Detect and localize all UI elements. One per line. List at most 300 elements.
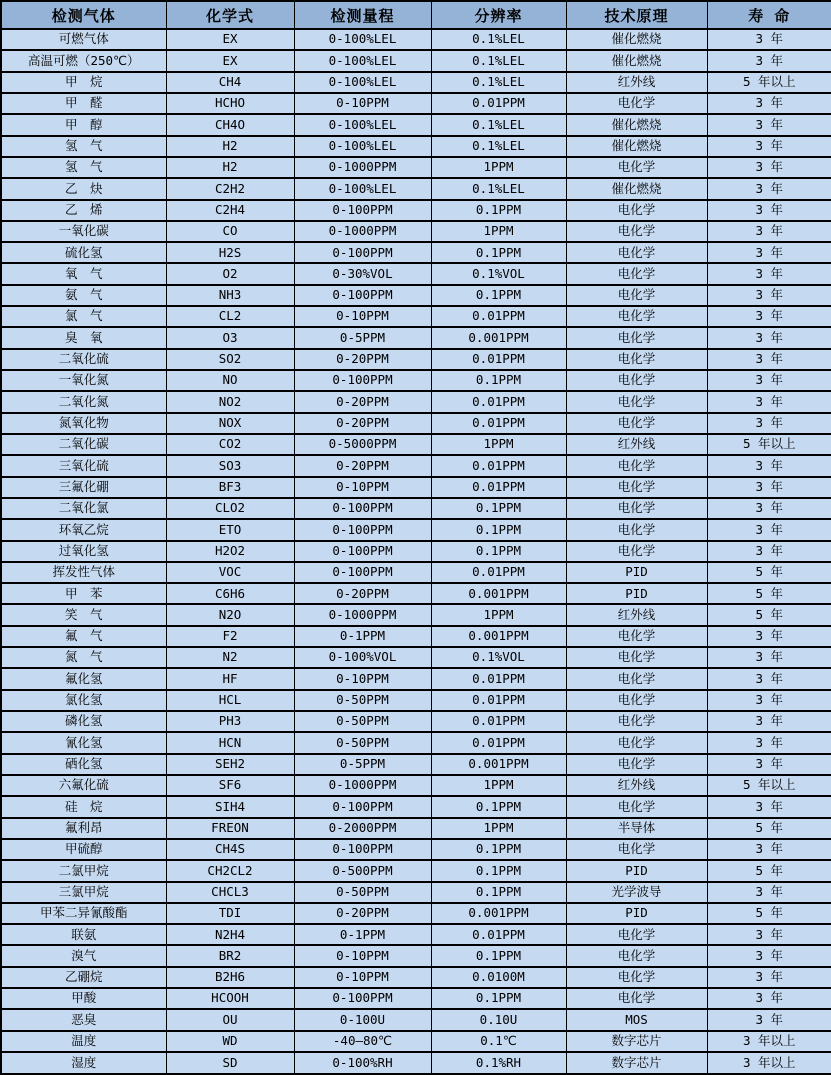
cell-gas: 甲 烷 [1,72,166,93]
cell-gas: 氟 气 [1,626,166,647]
cell-lifespan: 3 年 [707,839,831,860]
cell-range: 0-5PPM [294,754,431,775]
table-row [1,1031,831,1052]
table-row [1,945,831,966]
cell-range: 0-100PPM [294,285,431,306]
cell-formula: C2H4 [166,200,294,221]
column-header-formula: 化学式 [166,1,294,29]
cell-formula: H2 [166,157,294,178]
cell-lifespan: 3 年 [707,924,831,945]
column-header-gas: 检测气体 [1,1,166,29]
table-row [1,690,831,711]
cell-gas: 三氧化硫 [1,455,166,476]
cell-resolution: 0.01PPM [431,349,566,370]
cell-resolution: 0.01PPM [431,924,566,945]
cell-principle: 电化学 [566,924,707,945]
cell-resolution: 0.001PPM [431,327,566,348]
cell-lifespan: 5 年 [707,860,831,881]
cell-gas: 过氧化氢 [1,541,166,562]
cell-range: 0-100PPM [294,519,431,540]
cell-range: 0-100PPM [294,839,431,860]
cell-gas: 氧 气 [1,263,166,284]
cell-resolution: 1PPM [431,604,566,625]
cell-resolution: 0.1%LEL [431,114,566,135]
cell-resolution: 0.1%LEL [431,29,566,50]
cell-lifespan: 3 年 [707,391,831,412]
cell-principle: 电化学 [566,498,707,519]
cell-formula: C2H2 [166,178,294,199]
cell-range: 0-2000PPM [294,818,431,839]
cell-gas: 氟化氢 [1,668,166,689]
table-row [1,839,831,860]
cell-range: 0-1000PPM [294,775,431,796]
cell-resolution: 0.1PPM [431,200,566,221]
cell-principle: 红外线 [566,72,707,93]
cell-range: 0-100PPM [294,200,431,221]
cell-gas: 甲硫醇 [1,839,166,860]
cell-principle: 电化学 [566,519,707,540]
cell-lifespan: 3 年 [707,114,831,135]
cell-lifespan: 5 年以上 [707,775,831,796]
table-row [1,1009,831,1030]
table-row [1,903,831,924]
cell-formula: WD [166,1031,294,1052]
cell-formula: N2H4 [166,924,294,945]
cell-resolution: 0.01PPM [431,455,566,476]
cell-resolution: 0.1%LEL [431,72,566,93]
table-row [1,349,831,370]
cell-principle: 电化学 [566,93,707,114]
cell-range: 0-20PPM [294,455,431,476]
cell-formula: B2H6 [166,967,294,988]
cell-formula: TDI [166,903,294,924]
cell-gas: 乙硼烷 [1,967,166,988]
cell-formula: SEH2 [166,754,294,775]
cell-formula: NO [166,370,294,391]
cell-resolution: 0.1PPM [431,839,566,860]
cell-formula: CH2CL2 [166,860,294,881]
cell-formula: HCL [166,690,294,711]
cell-formula: NO2 [166,391,294,412]
column-header-principle: 技术原理 [566,1,707,29]
cell-range: 0-50PPM [294,690,431,711]
cell-principle: 电化学 [566,391,707,412]
table-row [1,498,831,519]
cell-principle: 电化学 [566,413,707,434]
cell-range: 0-100PPM [294,498,431,519]
table-body [1,29,831,1074]
cell-resolution: 0.001PPM [431,754,566,775]
table-row [1,413,831,434]
cell-gas: 湿度 [1,1052,166,1074]
table-row [1,136,831,157]
cell-range: 0-10PPM [294,93,431,114]
cell-range: 0-100%LEL [294,29,431,50]
cell-gas: 硫化氢 [1,242,166,263]
cell-principle: 电化学 [566,967,707,988]
cell-formula: CLO2 [166,498,294,519]
cell-gas: 一氧化氮 [1,370,166,391]
table-row [1,306,831,327]
cell-resolution: 0.1PPM [431,370,566,391]
table-row [1,604,831,625]
cell-gas: 联氨 [1,924,166,945]
cell-gas: 甲 苯 [1,583,166,604]
cell-formula: PH3 [166,711,294,732]
cell-formula: CH4O [166,114,294,135]
cell-gas: 二氯甲烷 [1,860,166,881]
cell-resolution: 0.01PPM [431,732,566,753]
cell-formula: N2 [166,647,294,668]
cell-formula: SO2 [166,349,294,370]
table-row [1,882,831,903]
cell-gas: 甲 醇 [1,114,166,135]
table-row [1,775,831,796]
cell-range: 0-1000PPM [294,221,431,242]
cell-gas: 环氧乙烷 [1,519,166,540]
cell-resolution: 0.001PPM [431,583,566,604]
cell-gas: 二氧化氯 [1,498,166,519]
cell-principle: 数字芯片 [566,1052,707,1074]
cell-formula: C6H6 [166,583,294,604]
cell-resolution: 0.1PPM [431,882,566,903]
cell-resolution: 1PPM [431,818,566,839]
cell-principle: 电化学 [566,200,707,221]
table-row [1,477,831,498]
cell-gas: 甲 醛 [1,93,166,114]
cell-lifespan: 5 年 [707,903,831,924]
cell-lifespan: 5 年 [707,818,831,839]
cell-principle: 光学波导 [566,882,707,903]
cell-resolution: 0.1%VOL [431,647,566,668]
table-row [1,114,831,135]
cell-lifespan: 3 年 [707,988,831,1009]
cell-gas: 挥发性气体 [1,562,166,583]
table-row [1,285,831,306]
cell-principle: 电化学 [566,839,707,860]
table-row [1,988,831,1009]
table-row [1,200,831,221]
cell-formula: SF6 [166,775,294,796]
cell-formula: H2O2 [166,541,294,562]
cell-resolution: 1PPM [431,434,566,455]
cell-formula: NOX [166,413,294,434]
cell-gas: 二氧化硫 [1,349,166,370]
cell-lifespan: 5 年 [707,583,831,604]
cell-range: 0-10PPM [294,477,431,498]
table-row [1,391,831,412]
table-row [1,562,831,583]
cell-resolution: 0.01PPM [431,562,566,583]
cell-principle: 半导体 [566,818,707,839]
cell-gas: 氮 气 [1,647,166,668]
cell-lifespan: 3 年以上 [707,1031,831,1052]
cell-resolution: 0.01PPM [431,306,566,327]
cell-formula: OU [166,1009,294,1030]
cell-principle: 红外线 [566,604,707,625]
cell-principle: 红外线 [566,434,707,455]
cell-gas: 氢 气 [1,157,166,178]
header-row [1,1,831,29]
cell-gas: 氯 气 [1,306,166,327]
cell-lifespan: 3 年 [707,242,831,263]
cell-resolution: 0.01PPM [431,477,566,498]
column-header-range: 检测量程 [294,1,431,29]
column-header-lifespan: 寿 命 [707,1,831,29]
cell-lifespan: 5 年以上 [707,434,831,455]
cell-resolution: 1PPM [431,775,566,796]
cell-resolution: 0.1PPM [431,945,566,966]
cell-principle: 电化学 [566,541,707,562]
table-row [1,796,831,817]
cell-range: 0-50PPM [294,882,431,903]
cell-gas: 氰化氢 [1,732,166,753]
table-row [1,263,831,284]
cell-lifespan: 3 年 [707,370,831,391]
table-row [1,668,831,689]
cell-principle: 电化学 [566,370,707,391]
cell-principle: 电化学 [566,945,707,966]
cell-gas: 磷化氢 [1,711,166,732]
cell-resolution: 0.1PPM [431,988,566,1009]
cell-formula: BR2 [166,945,294,966]
cell-formula: N2O [166,604,294,625]
cell-formula: CO [166,221,294,242]
cell-range: 0-1000PPM [294,157,431,178]
cell-formula: CO2 [166,434,294,455]
cell-formula: ETO [166,519,294,540]
cell-principle: 催化燃烧 [566,29,707,50]
cell-gas: 臭 氧 [1,327,166,348]
cell-gas: 乙 炔 [1,178,166,199]
cell-resolution: 0.01PPM [431,413,566,434]
cell-lifespan: 3 年 [707,349,831,370]
cell-formula: HCOOH [166,988,294,1009]
cell-principle: 催化燃烧 [566,50,707,71]
cell-range: -40—80℃ [294,1031,431,1052]
cell-lifespan: 3 年 [707,668,831,689]
table-row [1,732,831,753]
cell-range: 0-20PPM [294,583,431,604]
cell-principle: 电化学 [566,327,707,348]
cell-principle: 电化学 [566,626,707,647]
cell-formula: CH4 [166,72,294,93]
cell-principle: 催化燃烧 [566,114,707,135]
cell-lifespan: 3 年 [707,732,831,753]
cell-gas: 乙 烯 [1,200,166,221]
cell-lifespan: 3 年 [707,29,831,50]
table-row [1,327,831,348]
cell-resolution: 0.1℃ [431,1031,566,1052]
cell-gas: 可燃气体 [1,29,166,50]
cell-gas: 氢 气 [1,136,166,157]
cell-formula: EX [166,29,294,50]
cell-formula: HCHO [166,93,294,114]
cell-range: 0-100PPM [294,370,431,391]
table-row [1,178,831,199]
cell-lifespan: 3 年 [707,136,831,157]
cell-range: 0-100%LEL [294,114,431,135]
cell-principle: 数字芯片 [566,1031,707,1052]
table-row [1,242,831,263]
cell-resolution: 0.1PPM [431,796,566,817]
cell-principle: 电化学 [566,349,707,370]
cell-lifespan: 3 年 [707,519,831,540]
cell-range: 0-10PPM [294,945,431,966]
cell-range: 0-1PPM [294,626,431,647]
table-row [1,754,831,775]
cell-formula: FREON [166,818,294,839]
cell-lifespan: 3 年 [707,306,831,327]
cell-lifespan: 3 年 [707,498,831,519]
cell-resolution: 0.1%LEL [431,136,566,157]
cell-resolution: 0.1PPM [431,498,566,519]
cell-formula: CHCL3 [166,882,294,903]
table-row [1,541,831,562]
table-row [1,72,831,93]
cell-lifespan: 3 年 [707,541,831,562]
cell-principle: 电化学 [566,455,707,476]
cell-resolution: 0.1%VOL [431,263,566,284]
table-row [1,860,831,881]
table-row [1,50,831,71]
table-row [1,93,831,114]
cell-lifespan: 3 年 [707,178,831,199]
cell-range: 0-100PPM [294,988,431,1009]
cell-principle: 电化学 [566,732,707,753]
cell-range: 0-5000PPM [294,434,431,455]
cell-gas: 恶臭 [1,1009,166,1030]
cell-lifespan: 5 年 [707,604,831,625]
table-row [1,647,831,668]
table-row [1,434,831,455]
cell-principle: 催化燃烧 [566,136,707,157]
cell-principle: 电化学 [566,263,707,284]
cell-formula: O3 [166,327,294,348]
cell-principle: 电化学 [566,306,707,327]
table-row [1,221,831,242]
cell-gas: 高温可燃（250℃） [1,50,166,71]
cell-formula: VOC [166,562,294,583]
cell-lifespan: 3 年 [707,882,831,903]
cell-range: 0-100U [294,1009,431,1030]
cell-resolution: 0.10U [431,1009,566,1030]
cell-range: 0-30%VOL [294,263,431,284]
cell-range: 0-50PPM [294,711,431,732]
cell-principle: 电化学 [566,796,707,817]
cell-lifespan: 3 年以上 [707,1052,831,1074]
cell-lifespan: 3 年 [707,690,831,711]
cell-gas: 氟利昂 [1,818,166,839]
cell-principle: PID [566,562,707,583]
cell-resolution: 1PPM [431,221,566,242]
cell-formula: H2S [166,242,294,263]
cell-formula: HCN [166,732,294,753]
table-row [1,1052,831,1074]
cell-gas: 氯化氢 [1,690,166,711]
table-row [1,626,831,647]
cell-formula: SIH4 [166,796,294,817]
cell-lifespan: 3 年 [707,796,831,817]
cell-range: 0-500PPM [294,860,431,881]
cell-principle: 电化学 [566,242,707,263]
table-row [1,455,831,476]
cell-resolution: 0.001PPM [431,903,566,924]
cell-range: 0-100PPM [294,541,431,562]
cell-principle: MOS [566,1009,707,1030]
cell-range: 0-5PPM [294,327,431,348]
table-row [1,711,831,732]
cell-lifespan: 3 年 [707,754,831,775]
cell-formula: F2 [166,626,294,647]
cell-gas: 三氯甲烷 [1,882,166,903]
cell-resolution: 1PPM [431,157,566,178]
cell-resolution: 0.0100M [431,967,566,988]
cell-lifespan: 3 年 [707,945,831,966]
table-row [1,157,831,178]
cell-range: 0-100PPM [294,562,431,583]
cell-gas: 温度 [1,1031,166,1052]
cell-principle: 电化学 [566,157,707,178]
cell-lifespan: 3 年 [707,200,831,221]
cell-resolution: 0.1PPM [431,519,566,540]
cell-range: 0-100PPM [294,242,431,263]
cell-resolution: 0.01PPM [431,668,566,689]
cell-range: 0-10PPM [294,967,431,988]
column-header-resolution: 分辨率 [431,1,566,29]
table-row [1,818,831,839]
cell-principle: 电化学 [566,988,707,1009]
cell-resolution: 0.01PPM [431,93,566,114]
cell-formula: CH4S [166,839,294,860]
cell-lifespan: 3 年 [707,221,831,242]
table-row [1,29,831,50]
cell-principle: PID [566,583,707,604]
cell-range: 0-20PPM [294,349,431,370]
cell-lifespan: 3 年 [707,263,831,284]
cell-gas: 六氟化硫 [1,775,166,796]
table-row [1,583,831,604]
cell-gas: 溴气 [1,945,166,966]
cell-gas: 氨 气 [1,285,166,306]
cell-principle: 电化学 [566,668,707,689]
cell-lifespan: 5 年 [707,562,831,583]
cell-lifespan: 3 年 [707,455,831,476]
cell-principle: 电化学 [566,285,707,306]
cell-principle: 电化学 [566,690,707,711]
cell-formula: EX [166,50,294,71]
cell-resolution: 0.1%RH [431,1052,566,1074]
cell-lifespan: 3 年 [707,477,831,498]
cell-gas: 甲苯二异氰酸酯 [1,903,166,924]
cell-formula: HF [166,668,294,689]
cell-lifespan: 3 年 [707,285,831,306]
cell-lifespan: 3 年 [707,50,831,71]
cell-range: 0-10PPM [294,668,431,689]
cell-range: 0-100%RH [294,1052,431,1074]
cell-range: 0-50PPM [294,732,431,753]
cell-lifespan: 3 年 [707,967,831,988]
cell-resolution: 0.01PPM [431,711,566,732]
cell-formula: BF3 [166,477,294,498]
cell-principle: 红外线 [566,775,707,796]
cell-range: 0-100PPM [294,796,431,817]
cell-range: 0-100%LEL [294,136,431,157]
cell-range: 0-100%VOL [294,647,431,668]
cell-principle: 电化学 [566,647,707,668]
cell-lifespan: 3 年 [707,626,831,647]
cell-range: 0-10PPM [294,306,431,327]
